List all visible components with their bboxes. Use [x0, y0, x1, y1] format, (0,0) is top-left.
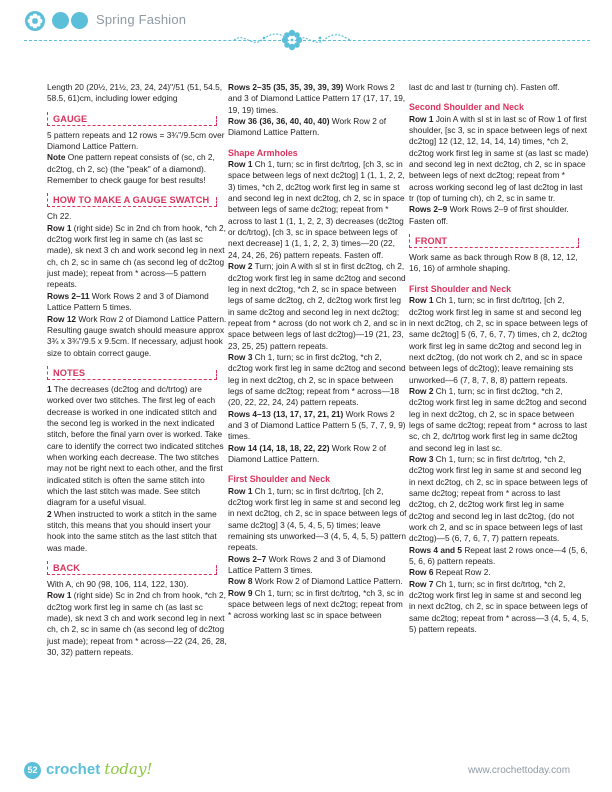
back-chain: With A, ch 90 (98, 106, 114, 122, 130).: [47, 579, 189, 590]
gauge-swatch-heading: HOW TO MAKE A GAUGE SWATCH: [47, 193, 217, 207]
shoulder-rows-2-7: Rows 2–7 Work Rows 2 and 3 of Diamond Lattice Pattern 3 times.: [228, 553, 386, 576]
shape-armholes-heading: Shape Armholes: [228, 147, 298, 158]
second-shoulder-rows-2-9: Rows 2–9 Work Rows 2–9 of first shoulder. Fasten off.: [409, 204, 569, 226]
shoulder-row-1: Row 1 Ch 1, turn; sc in first dc/trtog, [ch 2, dc2tog work first leg in same st and second leg in next dc2tog, ch 2, sc in space between legs of same dc2tog] 3 (4, 5, 4, 5, 5) times; leave remaining sts unworked—3 (4, 5, 4, 5, 5) pattern repeats.: [228, 485, 407, 553]
front-shoulder-rows-4-5: Rows 4 and 5 Repeat last 2 rows once—4 (5, 6, 5, 6, 6) pattern repeats.: [409, 544, 588, 567]
first-shoulder-heading: First Shoulder and Neck: [228, 474, 331, 485]
back-row-1: Row 1 (right side) Sc in 2nd ch from hook, *ch 2, dc2tog work first leg in same ch (as last sc made), sk next 3 ch and work second leg in next ch, ch 2, sc in same ch (as second leg of dc2tog just made); repeat from * across—22 (24, 26, 28, 30, 32) pattern repeats.: [47, 590, 227, 658]
text-column-3: [409, 82, 589, 635]
shoulder-row-8: Row 8 Work Row 2 of Diamond Lattice Pattern.: [228, 576, 403, 587]
decorative-dot: [52, 12, 69, 29]
gauge-heading: GAUGE: [47, 112, 217, 126]
front-first-shoulder-heading: First Shoulder and Neck: [409, 283, 512, 294]
flower-icon: [24, 10, 46, 32]
front-shoulder-row-6: Row 6 Repeat Row 2.: [409, 567, 491, 578]
armhole-row-14: Row 14 (14, 18, 18, 22, 22) Work Row 2 of Diamond Lattice Pattern.: [228, 442, 387, 464]
text-column-1: [47, 82, 227, 658]
back-heading: BACK: [47, 561, 217, 575]
shoulder-row-9: Row 9 Ch 1, turn; sc in first dc/trtog, *ch 3, sc in space between legs of next dc2tog; repeat from * across working last sc in space between: [228, 587, 404, 621]
swatch-chain: Ch 22.: [47, 211, 72, 222]
flower-ornament-icon: [232, 24, 352, 52]
page-number: 52: [24, 762, 41, 779]
front-shoulder-row-2: Row 2 Ch 1, turn; sc in first dc2tog, *ch 2, dc2tog work first leg in same dc2tog and second leg in next dc2tog, ch 2, sc in space between legs of same dc2tog; repeat from * across to last sc, ch 2, dc/trtog work first leg in same dc2tog and second leg in last sc.: [409, 385, 588, 453]
logo-text-b: today!: [104, 760, 153, 778]
front-heading: FRONT: [409, 234, 579, 248]
swatch-rows-2-11: Rows 2–11 Work Rows 2 and 3 of Diamond Lattice Pattern 5 times.: [47, 290, 209, 313]
swatch-result: Resulting gauge swatch should measure approx 3¾ x 3¾"/9.5 x 9.5cm. If necessary, adjust hook size to obtain correct gauge.: [47, 324, 225, 358]
back-row-36: Row 36 (36, 36, 40, 40, 40) Work Row 2 of Diamond Lattice Pattern.: [228, 116, 387, 138]
back-rows-2-35: Rows 2–35 (35, 35, 39, 39, 39) Work Rows 2 and 3 of Diamond Lattice Pattern 17 (17, 17, 19, 19, 19) times.: [228, 82, 406, 115]
swatch-row-1: Row 1 (right side) Sc in 2nd ch from hook, *ch 2, dc2tog work first leg in same ch (as last sc made), sk next 3 ch and work second leg in next ch, ch 2, sc in same ch (as second leg of dc2tog just made); repeat from * across—5 pattern repeats.: [47, 222, 226, 290]
armhole-row-1: Row 1 Ch 1, turn; sc in first dc/trtog, [ch 3, sc in space between legs of next dc2tog] 1 (1, 1, 2, 2, 3) times, *ch 2, dc2tog work first leg in same st and second leg in next dc2tog, ch 2, sc in space between legs of same dc2tog; repeat from * across to last 1 (1, 1, 2, 2, 3) decreases (dc2tog or dc/trtog), [ch 3, sc in space between legs of next decrease] 1 (1, 1, 2, 2, 3) times—20 (22, 24, 24, 26, 26) pattern repeats. Fasten off.: [228, 159, 405, 260]
front-text: Work same as back through Row 8 (8, 12, 12, 16, 16) of armhole shaping.: [409, 252, 578, 274]
front-shoulder-row-1: Row 1 Ch 1, turn; sc in first dc/trtog, [ch 2, dc2tog work first leg in same st and second leg in next dc2tog, ch 2, sc in space between legs of same dc2tog] 5 (6, 7, 6, 7, 7) times, ch 2, dc2tog work first leg in same dc2tog and second leg in next dc2tog, (do not work ch 2, and sc in space between legs of dc2tog); leave remaining sts unworked—6 (7, 8, 7, 8, 8) pattern repeats.: [409, 295, 588, 385]
second-shoulder-heading: Second Shoulder and Neck: [409, 102, 524, 113]
logo-text-a: crochet: [46, 761, 105, 778]
gauge-text: 5 pattern repeats and 12 rows = 3¾"/9.5cm over Diamond Lattice Pattern.: [47, 129, 225, 152]
armhole-row-2: Row 2 Turn; join A with sl st in first dc2tog, ch 2, dc2tog work first leg in same dc2tog and second leg in next dc2tog, *ch 2, sc in space between legs of same dc2tog, ch 2, dc2tog work first leg in same dc2tog and second leg in next dc2tog; repeat from * across (do not work ch 2, and sc in space between legs of last dc2tog)—19 (21, 23, 23, 25, 25) pattern repeats.: [228, 261, 407, 351]
notes-heading: NOTES: [47, 366, 217, 380]
note-2: 2 When instructed to work a stitch in the same stitch, this means that you should insert your hook into the same stitch as the last stitch that was made.: [47, 508, 217, 553]
front-shoulder-row-3: Row 3 Ch 1, turn; sc in first dc/trtog, *ch 2, dc2tog work first leg in same st and second leg in next dc2tog, ch 2, sc in space between legs of same dc2tog; repeat from * across to last dc2tog, ch 2, dc2tog work first leg in same dc2tog and second leg in last dc2tog, (do not work ch 2, and sc in space between legs of last dc2tog)—5 (6, 7, 6, 7, 7) pattern repeats.: [409, 453, 588, 544]
front-shoulder-row-7: Row 7 Ch 1, turn; sc in first dc/trtog, *ch 2, dc2tog work first leg in same st and second leg in next dc2tog, ch 2, sc in space between legs of same dc2tog; repeat from * across—3 (4, 5, 4, 5, 5) pattern repeats.: [409, 578, 589, 635]
website-url: www.crochettoday.com: [468, 765, 571, 776]
gauge-note: Note One pattern repeat consists of (sc, ch 2, dc2tog, ch 2, sc) (the "peak" of a diamond). Remember to check gauge for best results!: [47, 152, 215, 186]
page-header: [0, 0, 612, 60]
second-shoulder-row-1: Row 1 Join A with sl st in last sc of Row 1 of first shoulder, [sc 3, sc in space between legs of next dc2tog] 12 (12, 12, 14, 14, 14) times, *ch 2, dc2tog work first leg in same st (as last sc made) and second leg in next dc2tog, ch 2, sc in space between legs of next dc2tog; repeat from * across working second leg of last dc2tog in last tr (top of turning ch), ch 2, sc in same tr.: [409, 113, 589, 204]
shoulder-row-9-continued: last dc and last tr (turning ch). Fasten off.: [409, 82, 560, 92]
section-title: Spring Fashion: [96, 12, 187, 27]
decorative-dot: [71, 12, 88, 29]
magazine-logo: [46, 760, 152, 778]
length-text: Length 20 (20½, 21½, 23, 24, 24)"/51 (51, 54.5, 58.5, 61)cm, including lower edging: [47, 82, 223, 104]
note-1: 1 The decreases (dc2tog and dc/trtog) are worked over two stitches. The first leg of each decrease is worked in one indicated stitch and the second leg is worked in the next indicated stitch, before the final yarn over is worked. Take care to identify the correct two indicated stitches when working each decrease. The two stitches may not be right next to each other, and the first indicated stitch is often the same stitch into which the last stitch was made. See stitch diagram for a useful visual.: [47, 383, 224, 508]
armhole-row-3: Row 3 Ch 1, turn; sc in first dc2tog, *ch 2, dc2tog work first leg in same dc2tog and second leg in next dc2tog, ch 2, sc in space between legs of same dc2tog; repeat from * across—18 (20, 22, 22, 24, 24) pattern repeats.: [228, 351, 406, 408]
armhole-rows-4-13: Rows 4–13 (13, 17, 17, 21, 21) Work Rows 2 and 3 of Diamond Lattice Pattern 5 (5, 7, 7, 9, 9) times.: [228, 408, 406, 442]
swatch-row-12: Row 12 Work Row 2 of Diamond Lattice Pattern.: [47, 313, 227, 324]
text-column-2: [228, 82, 408, 622]
